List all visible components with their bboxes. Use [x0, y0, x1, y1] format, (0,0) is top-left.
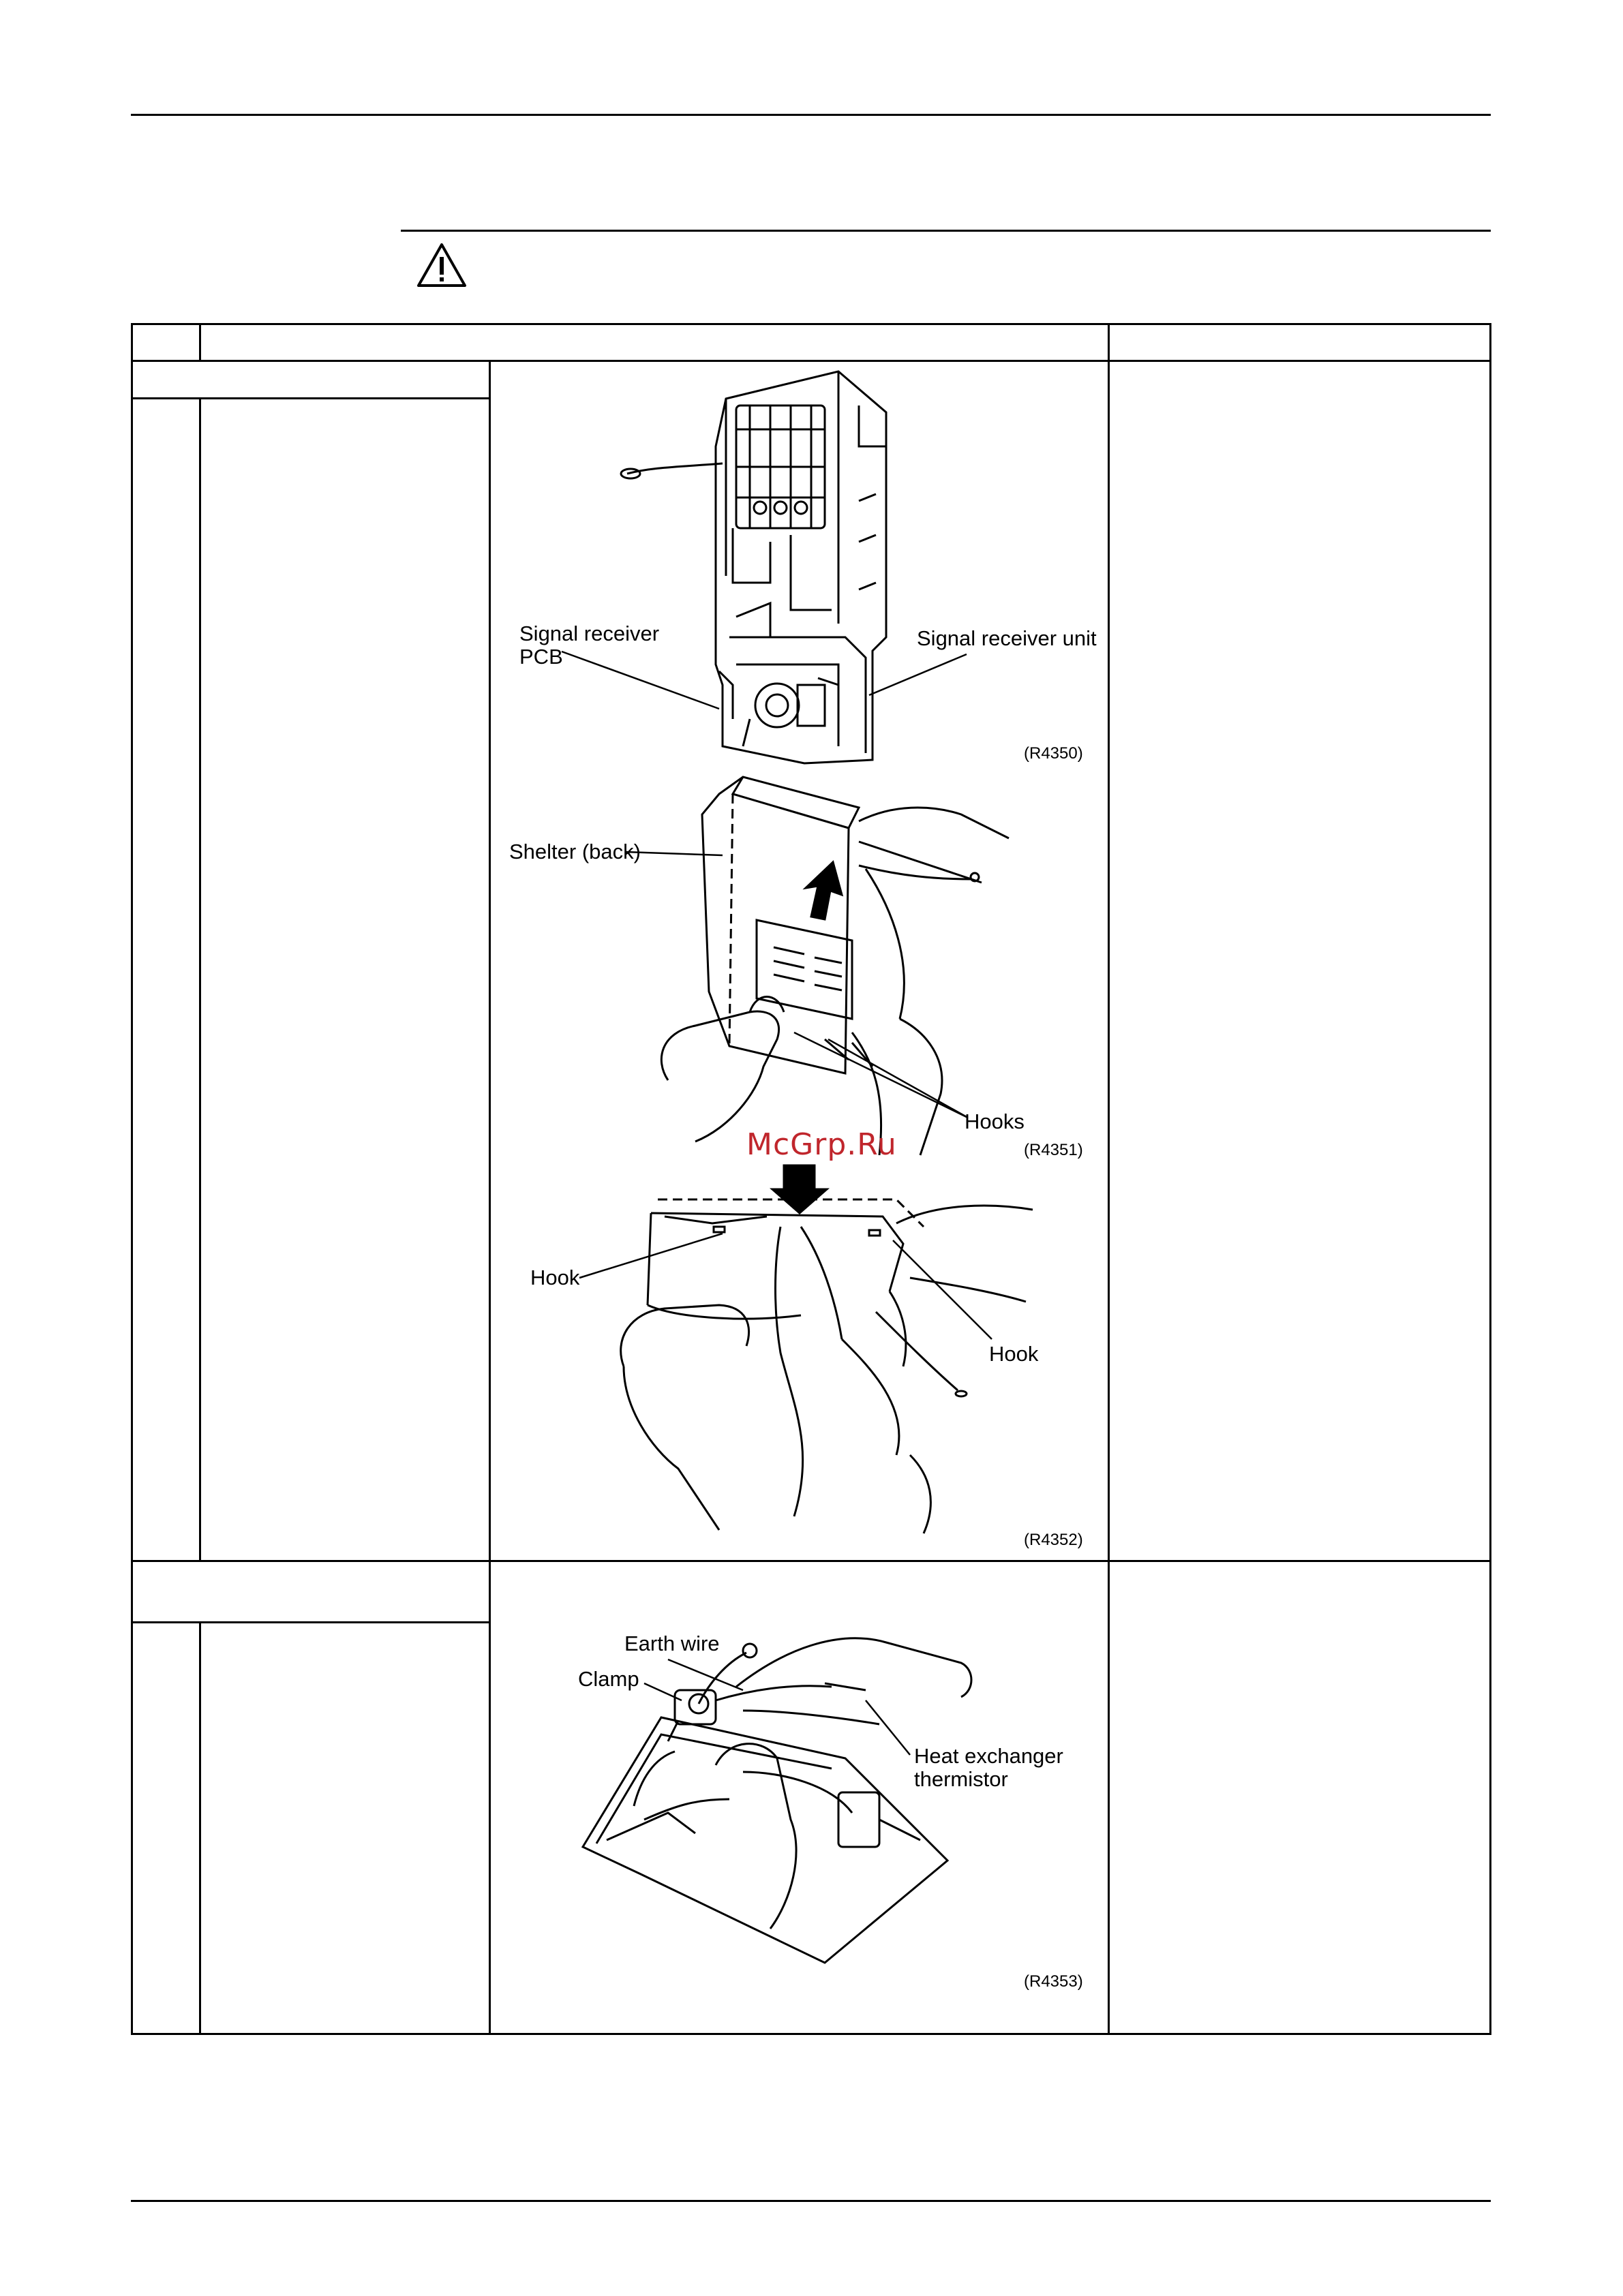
figure-ref-r4351: (R4351): [1024, 1141, 1083, 1159]
label-signal-receiver-pcb-1: Signal receiver: [519, 622, 660, 645]
label-clamp: Clamp: [578, 1667, 639, 1691]
label-signal-receiver-pcb-2: PCB: [519, 645, 563, 669]
figure-ref-r4350: (R4350): [1024, 744, 1083, 763]
watermark: McGrp.Ru: [746, 1127, 897, 1162]
label-shelter-back: Shelter (back): [509, 840, 641, 863]
figure-ref-r4352: (R4352): [1024, 1531, 1083, 1549]
warning-triangle-icon: [416, 242, 468, 288]
warning-rule: [401, 230, 1491, 232]
leader-lines-fig3: [576, 1220, 999, 1349]
footer-rule: [131, 2200, 1491, 2202]
header-rule: [131, 114, 1491, 116]
label-hooks: Hooks: [965, 1109, 1025, 1133]
label-heat-exchanger-2: thermistor: [914, 1767, 1008, 1791]
label-hook-right: Hook: [989, 1342, 1039, 1366]
leader-lines-fig2: [624, 848, 978, 1135]
label-signal-receiver-unit: Signal receiver unit: [917, 626, 1097, 650]
shelter-hook-illustration: [610, 1162, 1046, 1544]
leader-lines-fig4: [641, 1653, 927, 1762]
label-heat-exchanger-1: Heat exchanger: [914, 1744, 1063, 1768]
label-earth-wire: Earth wire: [624, 1632, 720, 1655]
leader-lines-fig1: [559, 641, 968, 722]
figure-ref-r4353: (R4353): [1024, 1972, 1083, 1991]
label-hook-left: Hook: [530, 1266, 580, 1289]
